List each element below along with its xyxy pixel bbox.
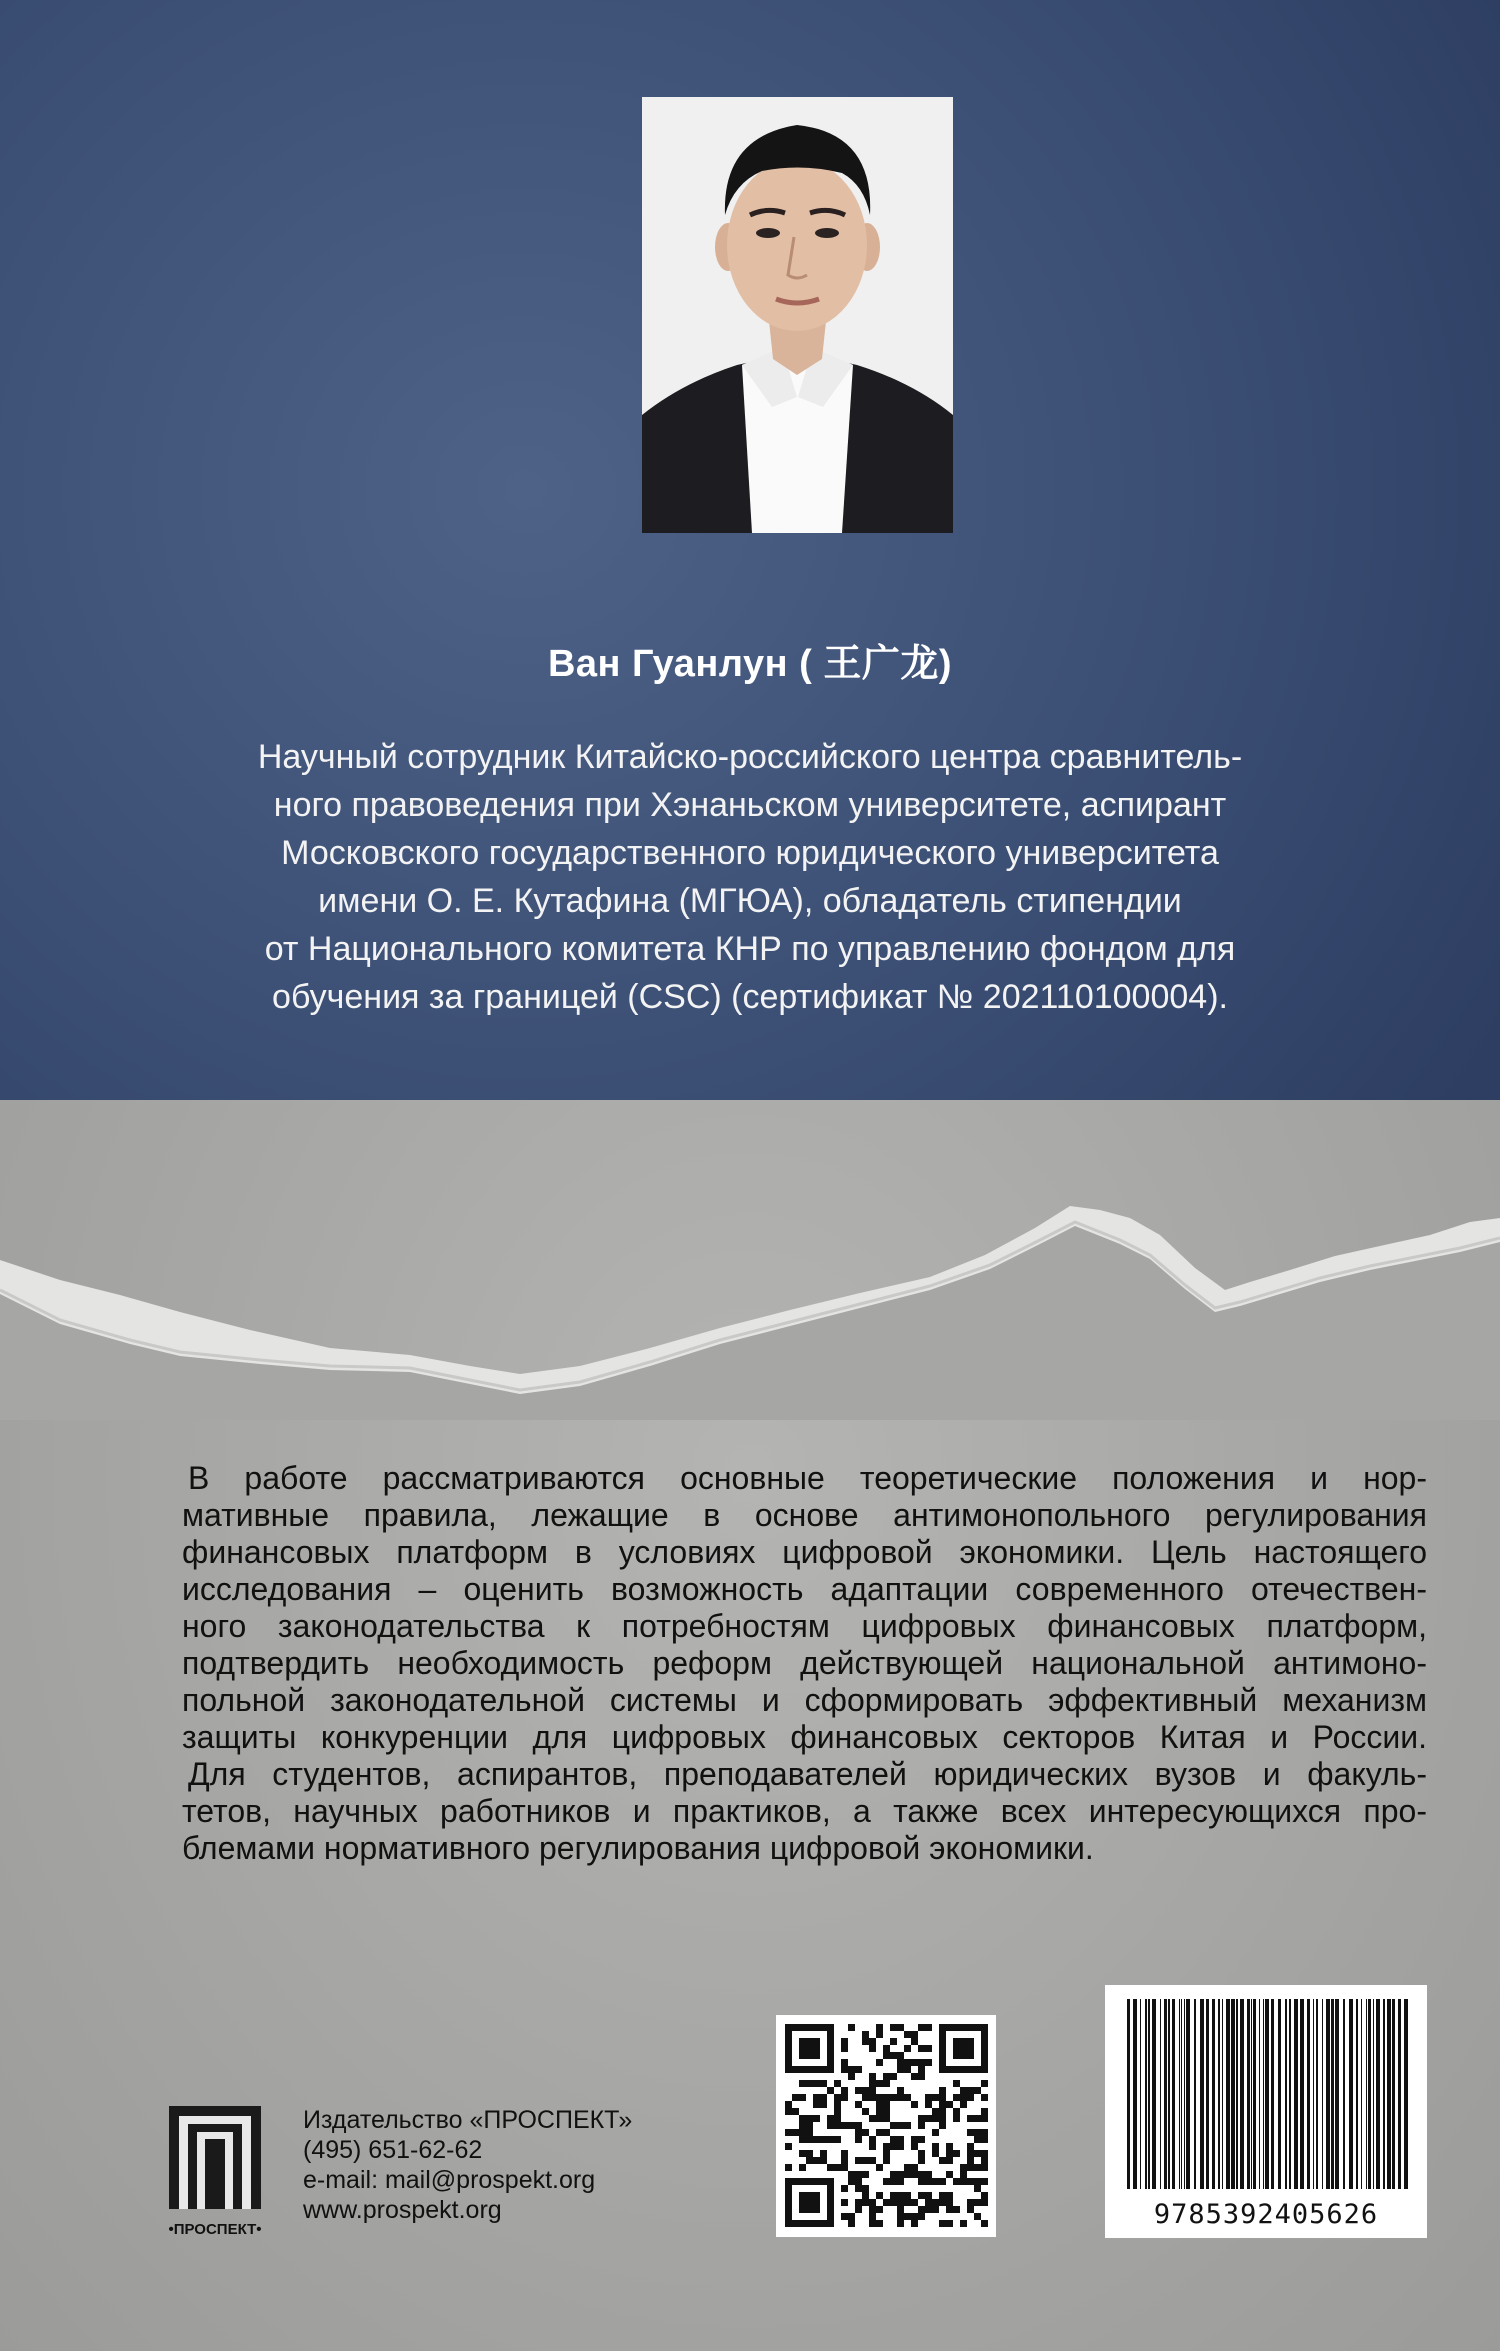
abstract-line: исследования – оценить возможность адаптации современного отечествен-	[182, 1571, 1427, 1607]
abstract-line: подтвердить необходимость реформ действующей национальной антимоно-	[182, 1645, 1427, 1681]
book-abstract	[182, 1460, 1427, 1867]
publisher-email: e-mail: mail@prospekt.org	[303, 2166, 596, 2194]
svg-text:•ПРОСПЕКТ•: •ПРОСПЕКТ•	[168, 2221, 262, 2238]
abstract-line: В работе рассматриваются основные теоретические положения и нор-	[188, 1460, 1427, 1496]
abstract-line: финансовых платформ в условиях цифровой экономики. Цель настоящего	[182, 1534, 1427, 1570]
audience-line: Для студентов, аспирантов, преподавателей юридических вузов и факуль-	[188, 1756, 1427, 1792]
bio-line: от Национального комитета КНР по управлению фондом для	[264, 930, 1236, 968]
bio-line: имени О. Е. Кутафина (МГЮА), обладатель стипендии	[318, 882, 1182, 920]
abstract-line: польной законодательной системы и сформировать эффективный механизм	[182, 1682, 1427, 1718]
author-bio	[160, 733, 1340, 1021]
audience-line: тетов, научных работников и практиков, а также всех интересующихся про-	[182, 1793, 1427, 1829]
author-name: Ван Гуанлун ( 王广龙)	[547, 643, 953, 685]
bio-line: Московского государственного юридического университета	[281, 834, 1219, 872]
author-photo	[642, 97, 953, 533]
publisher-phone: (495) 651-62-62	[303, 2136, 483, 2164]
bio-line: Научный сотрудник Китайско-российского центра сравнитель-	[257, 738, 1243, 776]
abstract-line: защиты конкуренции для цифровых финансовых секторов Китая и России.	[182, 1719, 1427, 1755]
isbn-digits: 9785392405626	[1153, 2199, 1379, 2230]
publisher-name: Издательство «ПРОСПЕКТ»	[303, 2106, 633, 2134]
isbn-barcode	[1105, 1985, 1427, 2238]
torn-paper-edge	[0, 1090, 1500, 1420]
qr-code	[776, 2015, 996, 2237]
abstract-line: мативные правила, лежащие в основе антимонопольного регулирования	[182, 1497, 1427, 1533]
publisher-website: www.prospekt.org	[303, 2196, 502, 2224]
bio-line: ного правоведения при Хэнаньском университете, аспирант	[273, 786, 1227, 824]
abstract-line: ного законодательства к потребностям цифровых финансовых платформ,	[182, 1608, 1427, 1644]
publisher-info	[303, 2105, 632, 2225]
audience-line: блемами нормативного регулирования цифровой экономики.	[182, 1830, 1094, 1866]
publisher-logo	[150, 2102, 280, 2242]
bio-line: обучения за границей (CSC) (сертификат № 202110100004).	[272, 978, 1228, 1016]
